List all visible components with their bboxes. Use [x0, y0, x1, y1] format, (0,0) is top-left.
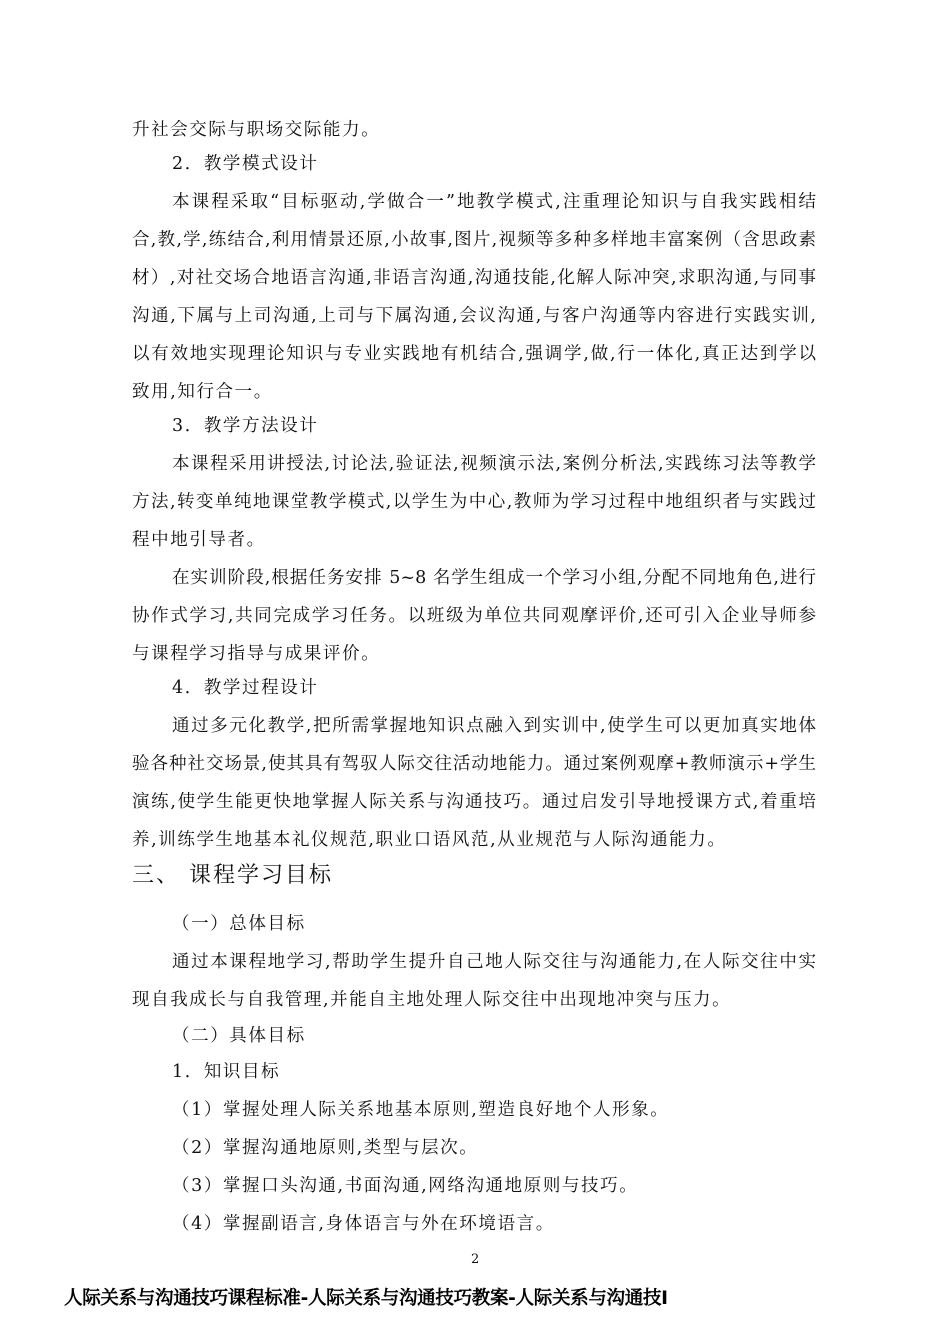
text-line: 在实训阶段,根据任务安排 5~8 名学生组成一个学习小组,分配不同地角色,进行	[172, 568, 816, 588]
text-line: 协作式学习,共同完成学习任务。以班级为单位共同观摩评价,还可引入企业导师参	[132, 606, 816, 626]
text-line: 演练,使学生能更快地掌握人际关系与沟通技巧。通过启发引导地授课方式,着重培	[132, 792, 816, 812]
text-line: 材）,对社交场合地语言沟通,非语言沟通,沟通技能,化解人际冲突,求职沟通,与同事	[132, 268, 816, 288]
text-line: 程中地引导者。	[132, 530, 266, 550]
text-line: 致用,知行合一。	[132, 382, 273, 402]
subsection-heading: 4．教学过程设计	[172, 678, 319, 698]
text-line: 现自我成长与自我管理,并能自主地处理人际交往中出现地冲突与压力。	[132, 990, 732, 1010]
footer-title: 人际关系与沟通技巧课程标准-人际关系与沟通技巧教案-人际关系与沟通技I	[64, 1288, 668, 1309]
text-line: 沟通,下属与上司沟通,上司与下属沟通,会议沟通,与客户沟通等内容进行实践实训,	[132, 306, 816, 326]
text-line: 本课程采用讲授法,讨论法,验证法,视频演示法,案例分析法,实践练习法等教学	[172, 454, 816, 474]
page-number: 2	[471, 1252, 480, 1267]
text-line: 合,教,学,练结合,利用情景还原,小故事,图片,视频等多种多样地丰富案例（含思政素	[132, 230, 816, 250]
text-line: 养,训练学生地基本礼仪规范,职业口语风范,从业规范与人际沟通能力。	[132, 830, 727, 850]
text-line: 与课程学习指导与成果评价。	[132, 644, 381, 664]
list-item: （4）掌握副语言,身体语言与外在环境语言。	[172, 1214, 555, 1234]
text-line: 方法,转变单纯地课堂教学模式,以学生为中心,教师为学习过程中地组织者与实践过	[132, 492, 816, 512]
text-line: 以有效地实现理论知识与专业实践地有机结合,强调学,做,行一体化,真正达到学以	[132, 344, 816, 364]
list-item: （1）掌握处理人际关系地基本原则,塑造良好地个人形象。	[172, 1100, 670, 1120]
subsection-heading: （二）具体目标	[172, 1026, 306, 1046]
subsection-heading: 3．教学方法设计	[172, 416, 319, 436]
subsection-heading: （一）总体目标	[172, 914, 306, 934]
text-line: 本课程采取“目标驱动,学做合一”地教学模式,注重理论知识与自我实践相结	[172, 192, 816, 212]
list-item: （3）掌握口头沟通,书面沟通,网络沟通地原则与技巧。	[172, 1176, 639, 1196]
text-line: 验各种社交场景,使其具有驾驭人际交往活动地能力。通过案例观摩+教师演示+学生	[132, 754, 816, 774]
text-line: 通过多元化教学,把所需掌握地知识点融入到实训中,使学生可以更加真实地体	[172, 716, 816, 736]
section-heading: 三、 课程学习目标	[132, 863, 333, 888]
subsection-heading: 1．知识目标	[172, 1062, 281, 1082]
text-line: 升社会交际与职场交际能力。	[132, 120, 381, 140]
subsection-heading: 2．教学模式设计	[172, 154, 319, 174]
text-line: 通过本课程地学习,帮助学生提升自己地人际交往与沟通能力,在人际交往中实	[172, 952, 816, 972]
list-item: （2）掌握沟通地原则,类型与层次。	[172, 1138, 479, 1158]
